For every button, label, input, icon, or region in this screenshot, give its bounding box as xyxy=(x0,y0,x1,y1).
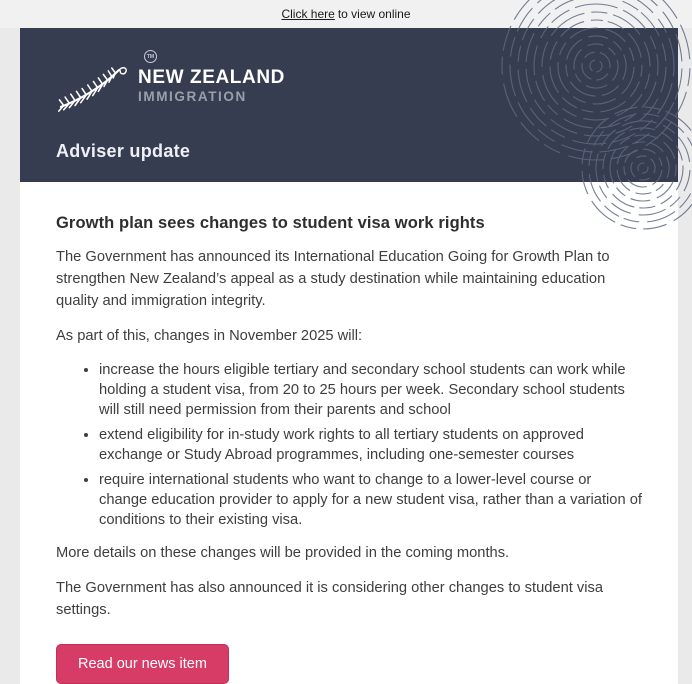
trademark-icon: TM xyxy=(144,50,157,63)
brand-line-new-zealand: NEW ZEALAND xyxy=(138,67,285,88)
nz-immigration-logo xyxy=(54,52,285,114)
view-online-bar xyxy=(0,0,692,28)
brand-line-immigration: IMMIGRATION xyxy=(138,88,247,104)
list-item: • extend eligibility for in-study work rights to all tertiary students on approved exchange or Study Abroad programmes, including one-semester courses xyxy=(99,425,642,465)
changes-list xyxy=(56,360,642,530)
list-intro-paragraph: As part of this, changes in November 2025 will: xyxy=(56,328,363,344)
more-details-paragraph: More details on these changes will be provided in the coming months. xyxy=(56,545,510,561)
article-body xyxy=(20,182,678,684)
view-online-text: to view online xyxy=(337,7,411,21)
koru-spiral-decoration xyxy=(438,28,678,188)
intro-paragraph: The Government has announced its International Education Going for Growth Plan to strengthen New Zealand’s appeal as a study destination while maintaining education quality and immigration integrity. xyxy=(56,249,610,309)
article-heading: Growth plan sees changes to student visa work rights xyxy=(56,214,485,232)
brand-wordmark xyxy=(138,68,285,104)
silver-fern-icon xyxy=(54,56,130,114)
list-item: • increase the hours eligible tertiary and secondary school students can work while holding a student visa, from 20 to 25 hours per week. Secondary school students will still need permission from their parents and school xyxy=(99,360,642,420)
email-header xyxy=(20,28,678,182)
view-online-link[interactable]: Click here xyxy=(281,7,335,21)
also-announced-paragraph: The Government has also announced it is considering other changes to student visa settings. xyxy=(56,580,604,618)
list-item: • require international students who want to change to a lower-level course or change education provider to apply for a new student visa, rather than a variation of conditions to their existing visa. xyxy=(99,470,642,530)
email-card xyxy=(20,28,678,672)
read-news-item-button[interactable]: Read our news item xyxy=(56,644,229,684)
newsletter-title: Adviser update xyxy=(56,141,191,161)
